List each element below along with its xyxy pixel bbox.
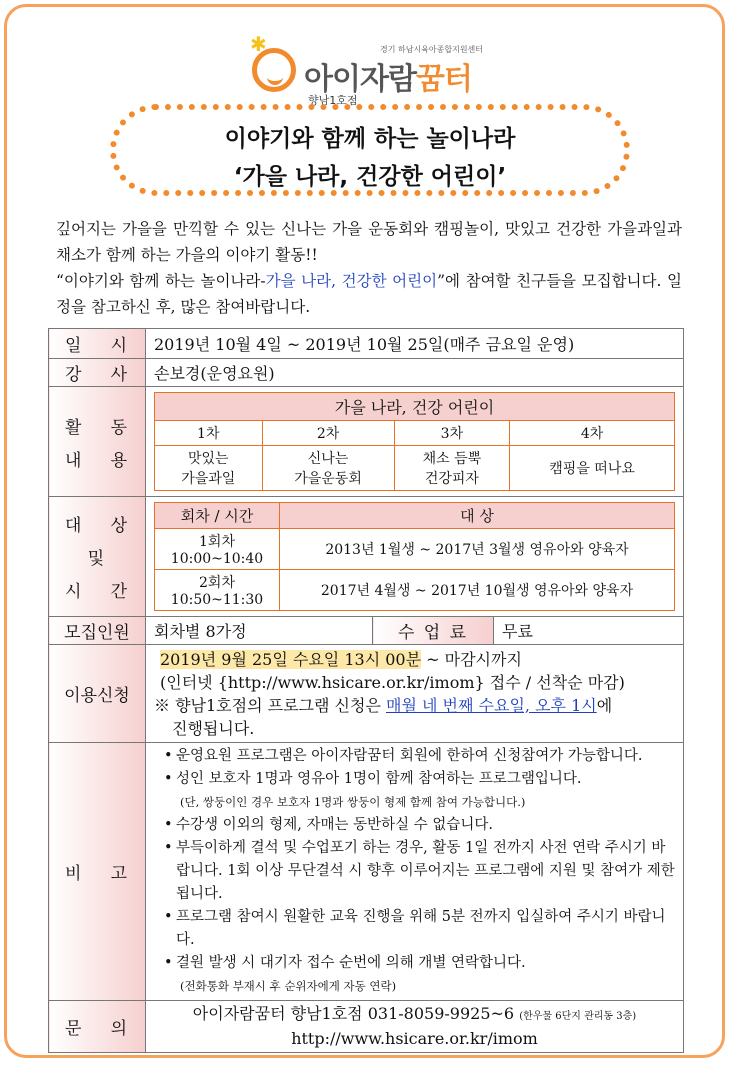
session-content: [394, 446, 510, 491]
session-content: 캠핑을 떠나요: [510, 446, 675, 491]
value-target: [146, 497, 684, 617]
session-content-line: 가을운동회: [294, 471, 362, 487]
logo-org-name: 경기 하남시육아종합지원센터: [380, 45, 484, 54]
value-contact: [146, 1001, 684, 1053]
logo-name-part1: 아이자람: [304, 62, 416, 97]
label-date-b: 시: [110, 336, 129, 356]
label-date: [49, 329, 146, 359]
label-teacher-b: 사: [110, 365, 129, 385]
apply-date-highlight: 2019년 9월 25일 수요일 13시 00분: [160, 649, 422, 669]
apply-note-end: 에: [596, 695, 613, 715]
row-activity: [49, 387, 684, 497]
round-time: 10:50~11:30: [170, 592, 264, 608]
label-activity-2b: 용: [110, 450, 129, 471]
session-content-line: 가을과일: [181, 471, 236, 487]
session-no: 2차: [262, 421, 394, 446]
note-item: • 성인 보호자 1명과 영유아 1명이 함께 참여하는 프로그램입니다.: [164, 768, 675, 791]
note-subitem: (전화통화 부재시 후 순위자에게 자동 연락): [180, 979, 397, 993]
title-box: [110, 104, 630, 196]
label-activity: [49, 387, 146, 497]
session-content-line: 맛있는: [187, 451, 229, 467]
label-fee: 수 업 료: [373, 617, 494, 645]
intro-paragraph-1: 깊어지는 가을을 만끽할 수 있는 신나는 가을 운동회와 캠핑놀이, 맛있고 건강한 가을과일과 채소가 함께 하는 가을의 이야기 활동!!: [56, 220, 682, 264]
value-teacher: 손보경(운영요원): [146, 359, 684, 387]
row-date: [49, 329, 684, 359]
logo-name-part2: 꿈터: [415, 62, 472, 97]
value-fee: 무료: [494, 617, 684, 645]
apply-note-cont: 진행됩니다.: [172, 718, 255, 738]
title-line-2: ‘가을 나라, 건강한 어린이’: [233, 164, 507, 190]
target-round: [155, 529, 280, 570]
note-item: • 부득이하게 결석 및 수업포기 하는 경우, 활동 1일 전까지 사전 연락 주시기 바랍니다. 1회 이상 무단결석 시 향후 이루어지는 프로그램에 지원 및 참여가 제한됩니다.: [164, 837, 675, 906]
label-activity-1a: 활: [65, 417, 84, 438]
label-contact-b: 의: [110, 1019, 129, 1039]
session-content-line: 신나는: [307, 451, 349, 467]
session-content-line: 건강피자: [424, 471, 479, 487]
note-item: • 결원 발생 시 대기자 접수 순번에 의해 개별 연락합니다.: [164, 952, 675, 975]
target-col-round: 회차 / 시간: [155, 503, 280, 529]
label-target-3b: 간: [110, 582, 129, 602]
round-label: 1회차: [199, 534, 235, 550]
info-table: [48, 328, 684, 1053]
row-target: [49, 497, 684, 617]
apply-note-start: ※ 향남1호점의 프로그램 신청은: [154, 695, 386, 715]
intro-highlight: 가을 나라, 건강한 어린이: [265, 272, 438, 290]
target-col-target: 대 상: [280, 503, 675, 529]
activity-header: 가을 나라, 건강 어린이: [155, 393, 675, 421]
contact-url: http://www.hsicare.or.kr/imom: [291, 1029, 538, 1048]
note-item: • 수강생 이외의 형제, 자매는 동반하실 수 없습니다.: [164, 814, 675, 837]
label-target-3a: 시: [65, 582, 84, 602]
target-round: [155, 570, 280, 611]
label-contact-a: 문: [65, 1019, 84, 1039]
apply-online: (인터넷 {http://www.hsicare.or.kr/imom} 접수 / 선착순 마감): [160, 672, 625, 692]
session-no: 1차: [155, 421, 263, 446]
notes-list: [154, 745, 675, 998]
label-target-1b: 상: [110, 516, 129, 536]
session-no: 3차: [394, 421, 510, 446]
label-notes-a: 비: [65, 864, 84, 884]
round-label: 2회차: [199, 575, 235, 591]
row-apply: [49, 645, 684, 743]
session-content: [155, 446, 263, 491]
target-desc: 2017년 4월생 ~ 2017년 10월생 영유아와 양육자: [280, 570, 675, 611]
apply-until: ~ 마감시까지: [421, 649, 522, 669]
logo: [248, 32, 508, 108]
star-icon: ✱: [250, 32, 267, 56]
label-target-2: 및: [87, 549, 107, 569]
label-target: [49, 497, 146, 617]
row-notes: [49, 743, 684, 1001]
session-content: [262, 446, 394, 491]
target-table: [154, 502, 675, 611]
session-no: 4차: [510, 421, 675, 446]
label-activity-1b: 동: [110, 417, 129, 438]
intro-quote-end: ”에 참여할 친구들을 모집합니다. 일정을 참고하신 후, 많은 참여바랍니다.: [56, 272, 682, 316]
note-subitem: (단, 쌍둥이인 경우 보호자 1명과 쌍둥이 형제 함께 참여 가능합니다.): [180, 795, 526, 809]
label-contact: [49, 1001, 146, 1053]
session-content-line: 채소 듬뿍: [422, 451, 482, 467]
contact-address: (한우물 6단지 관리동 3층): [519, 1011, 637, 1022]
label-activity-2a: 내: [65, 450, 84, 471]
label-notes: [49, 743, 146, 1001]
label-date-a: 일: [65, 336, 84, 356]
logo-branch: 향남1호점: [308, 94, 358, 107]
intro-paragraph-2: [56, 268, 682, 320]
value-notes: [146, 743, 684, 1001]
value-date: 2019년 10월 4일 ~ 2019년 10월 25일(매주 금요일 운영): [146, 329, 684, 359]
title-line-1: 이야기와 함께 하는 놀이나라: [224, 126, 516, 152]
activity-table: [154, 392, 675, 491]
value-activity: [146, 387, 684, 497]
value-recruit: 회차별 8가정: [146, 617, 373, 645]
label-notes-b: 고: [110, 864, 129, 884]
label-teacher-a: 강: [65, 365, 84, 385]
intro-text: [56, 216, 682, 320]
row-contact: [49, 1001, 684, 1053]
row-recruit: [49, 617, 684, 645]
contact-phone: 아이자람꿈터 향남1호점 031-8059-9925~6: [192, 1004, 515, 1023]
row-teacher: [49, 359, 684, 387]
note-item: • 운영요원 프로그램은 아이자람꿈터 회원에 한하여 신청참여가 가능합니다.: [164, 745, 675, 768]
target-desc: 2013년 1월생 ~ 2017년 3월생 영유아와 양육자: [280, 529, 675, 570]
label-apply: 이용신청: [49, 645, 146, 743]
apply-schedule-highlight: 매월 네 번째 수요일, 오후 1시: [386, 695, 597, 715]
round-time: 10:00~10:40: [170, 551, 264, 567]
value-apply: [146, 645, 684, 743]
label-teacher: [49, 359, 146, 387]
intro-quote-start: “이야기와 함께 하는 놀이나라-: [56, 272, 266, 290]
smile-face-icon: [252, 48, 296, 92]
note-item: • 프로그램 참여시 원활한 교육 진행을 위해 5분 전까지 입실하여 주시기 바랍니다.: [164, 906, 675, 952]
label-target-1a: 대: [65, 516, 84, 536]
label-recruit: 모집인원: [49, 617, 146, 645]
